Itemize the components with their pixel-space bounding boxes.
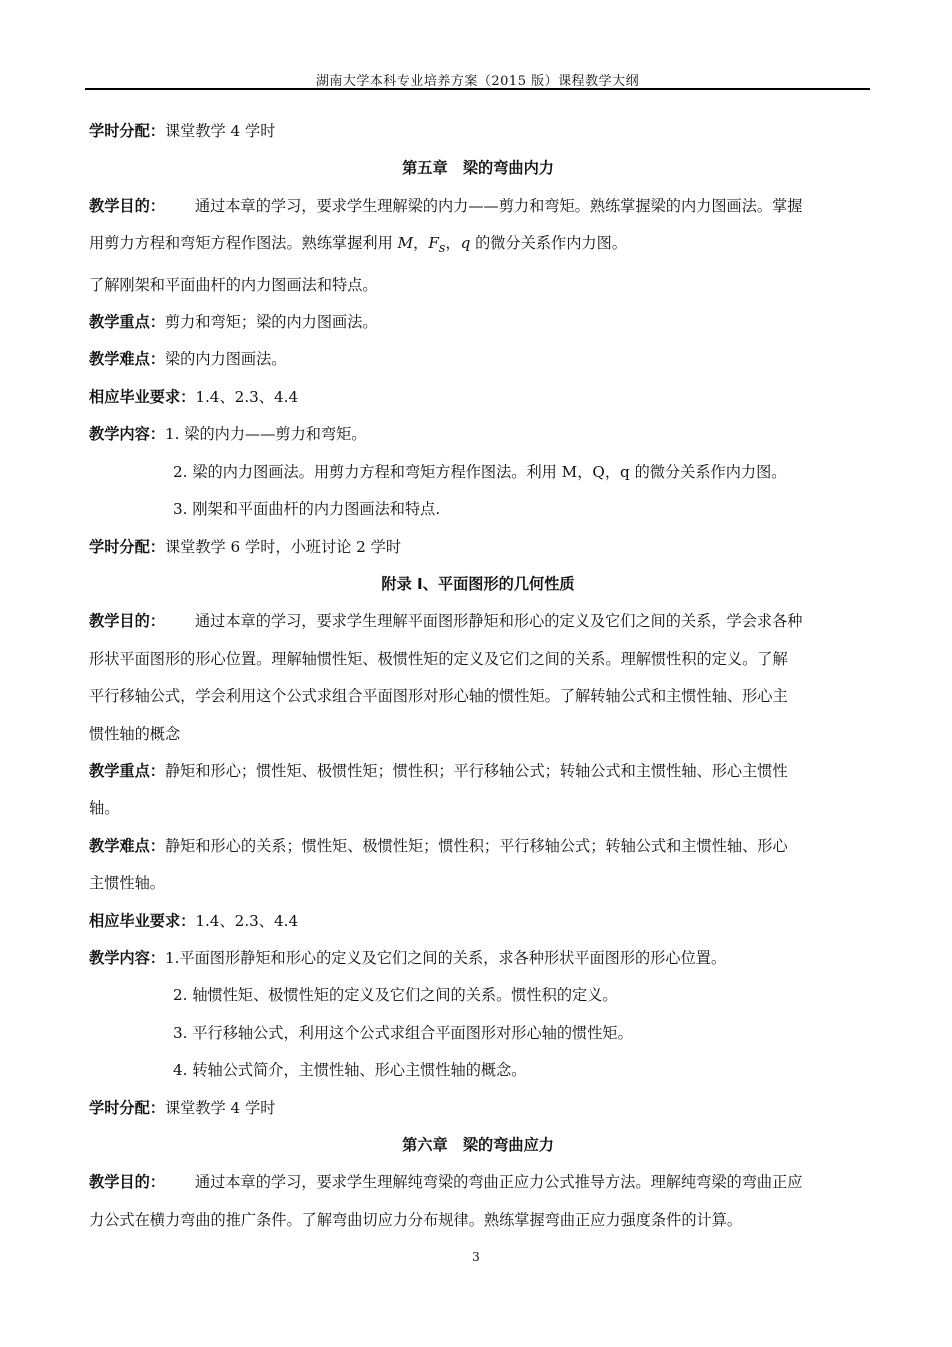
appendix1-title: 附录 I、平面图形的几何性质 <box>381 574 575 593</box>
page-content <box>89 113 867 1239</box>
ch5-key-text: 剪力和弯矩；梁的内力图画法。 <box>164 313 378 332</box>
app1-key-text-1: 静矩和形心；惯性矩、极惯性矩；惯性积；平行移轴公式；转轴公式和主惯性轴、形心主惯性 <box>164 761 788 780</box>
page-header: 湖南大学本科专业培养方案（2015 版）课程教学大纲 <box>315 74 640 89</box>
ch5-content-line-1 <box>89 416 867 453</box>
symbol-F-sub: s <box>438 240 446 256</box>
symbol-M: M <box>397 234 414 253</box>
app1-difficult-line-1 <box>89 828 867 865</box>
ch5-purpose-line-3: 了解刚架和平面曲杆的内力图画法和特点。 <box>89 275 378 294</box>
label-req: 相应毕业要求： <box>89 387 196 406</box>
app1-req-text: 1.4、2.3、4.4 <box>195 911 299 930</box>
symbol-q: q <box>460 234 471 253</box>
app1-content-text-1: 1.平面图形静矩和形心的定义及它们之间的关系，求各种形状平面图形的形心位置。 <box>164 948 727 967</box>
ch5-content-text-1: 1. 梁的内力——剪力和弯矩。 <box>164 425 367 444</box>
app1-key-line-2: 轴。 <box>89 799 120 818</box>
ch6-purpose-text-1: 通过本章的学习，要求学生理解纯弯梁的弯曲正应力公式推导方法。理解纯弯梁的弯曲正应 <box>194 1173 803 1192</box>
app1-req-line <box>89 903 867 940</box>
app1-content-line-3: 3. 平行移轴公式，利用这个公式求组合平面图形对形心轴的惯性矩。 <box>173 1023 633 1042</box>
app1-content-line-1 <box>89 940 867 977</box>
ch6-purpose-line-1 <box>89 1164 867 1201</box>
ch6-purpose-line-2: 力公式在横力弯曲的推广条件。了解弯曲切应力分布规律。熟练掌握弯曲正应力强度条件的计算。 <box>89 1210 743 1229</box>
label-purpose: 教学目的： <box>89 1173 165 1192</box>
label-content: 教学内容： <box>89 425 165 444</box>
label-key: 教学重点： <box>89 761 165 780</box>
app1-purpose-line-1 <box>89 603 867 640</box>
chapter6-title: 第六章 梁的弯曲应力 <box>402 1136 554 1154</box>
top-hours-text: 课堂教学 4 学时 <box>164 122 276 140</box>
ch5-key-line <box>89 304 867 341</box>
app1-key-line-1 <box>89 753 867 790</box>
label-hours: 学时分配： <box>89 122 165 140</box>
app1-difficult-text-1: 静矩和形心的关系；惯性矩、极惯性矩；惯性积；平行移轴公式；转轴公式和主惯性轴、形心 <box>164 836 788 855</box>
app1-purpose-line-4: 惯性轴的概念 <box>89 724 181 743</box>
ch5-purpose-text-1: 通过本章的学习，要求学生理解梁的内力——剪力和弯矩。熟练掌握梁的内力图画法。掌握 <box>194 196 803 215</box>
chapter5-title: 第五章 梁的弯曲内力 <box>402 159 554 178</box>
label-purpose: 教学目的： <box>89 612 165 631</box>
ch5-content-line-3: 3. 刚架和平面曲杆的内力图画法和特点. <box>173 500 441 519</box>
label-purpose: 教学目的： <box>89 196 165 215</box>
app1-difficult-line-2: 主惯性轴。 <box>89 874 165 893</box>
top-hours-line <box>89 113 867 150</box>
label-hours: 学时分配： <box>89 1098 165 1117</box>
app1-content-line-4: 4. 转轴公式简介，主惯性轴、形心主惯性轴的概念。 <box>173 1061 527 1080</box>
header-rule <box>85 88 870 90</box>
ch5-content-line-2: 2. 梁的内力图画法。用剪力方程和弯矩方程作图法。利用 M，Q，q 的微分关系作内力图。 <box>173 462 787 481</box>
app1-content-line-2: 2. 轴惯性矩、极惯性矩的定义及它们之间的关系。惯性积的定义。 <box>173 986 618 1005</box>
ch5-req-text: 1.4、2.3、4.4 <box>195 387 299 406</box>
ch5-difficult-line <box>89 341 867 378</box>
app1-purpose-line-2: 形状平面图形的形心位置。理解轴惯性矩、极惯性矩的定义及它们之间的关系。理解惯性积的定义。了解 <box>89 649 788 668</box>
label-content: 教学内容： <box>89 948 165 967</box>
ch5-hours-line <box>89 529 867 566</box>
label-key: 教学重点： <box>89 313 165 332</box>
page-number: 3 <box>472 1250 480 1264</box>
ch5-req-line <box>89 379 867 416</box>
app1-purpose-text-1: 通过本章的学习，要求学生理解平面图形静矩和形心的定义及它们之间的关系，学会求各种 <box>194 612 803 631</box>
ch5-purpose-line-1 <box>89 188 867 225</box>
label-difficult: 教学难点： <box>89 836 165 855</box>
label-difficult: 教学难点： <box>89 350 165 369</box>
app1-hours-text: 课堂教学 4 学时 <box>164 1098 276 1117</box>
app1-hours-line <box>89 1090 867 1127</box>
ch5-purpose-line-2: 用剪力方程和弯矩方程作图法。熟练掌握利用 M，$F_s$，q 的微分关系作内力图。 <box>89 234 627 256</box>
app1-purpose-line-3: 平行移轴公式，学会利用这个公式求组合平面图形对形心轴的惯性矩。了解转轴公式和主惯性轴、形心主 <box>89 687 788 706</box>
ch5-difficult-text: 梁的内力图画法。 <box>164 350 287 369</box>
ch5-hours-text: 课堂教学 6 学时，小班讨论 2 学时 <box>164 537 402 556</box>
symbol-F: F <box>428 234 439 253</box>
label-req: 相应毕业要求： <box>89 911 196 930</box>
label-hours: 学时分配： <box>89 537 165 556</box>
